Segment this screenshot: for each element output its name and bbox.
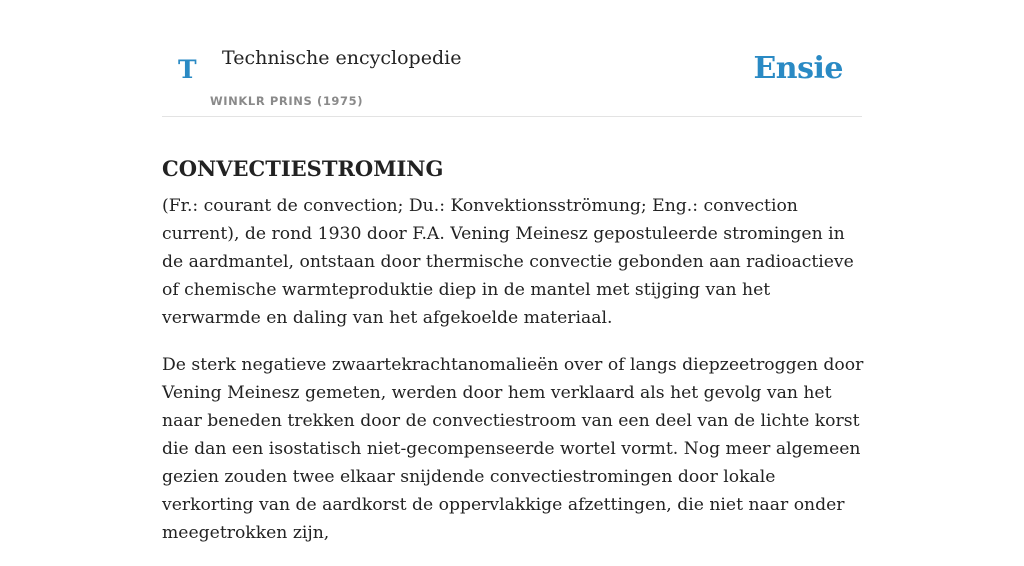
ensie-logo[interactable]: Ensie: [753, 51, 843, 86]
article-body: [162, 192, 867, 566]
book-title-link[interactable]: Technische encyclopedie: [222, 47, 462, 69]
article-paragraph-2: De sterk negatieve zwaartekrachtanomalieën over of langs diepzeetroggen door Vening Meinesz gemeten, werden door hem verklaard als het gevolg van het naar beneden trekken door de convectiestroom van een deel van de lichte korst die dan een isostatisch niet-gecompenseerde wortel vormt. Nog meer algemeen gezien zouden twee elkaar snijdende convectiestromingen door lokale verkorting van de aardkorst de oppervlakkige afzettingen, die niet naar onder meegetrokken zijn,: [162, 355, 864, 543]
book-logo-icon[interactable]: T: [178, 55, 197, 84]
book-source-label: WINKLR PRINS (1975): [210, 94, 364, 108]
article-title: CONVECTIESTROMING: [162, 156, 444, 182]
article-paragraph-1: (Fr.: courant de convection; Du.: Konvektionsströmung; Eng.: convection current), de rond 1930 door F.A. Vening Meinesz gepostuleerde stromingen in de aardmantel, ontstaan door thermische convectie gebonden aan radioactieve of chemische warmteproduktie diep in de mantel met stijging van het verwarmde en daling van het afgekoelde materiaal.: [162, 196, 854, 328]
site-header: [162, 0, 862, 117]
